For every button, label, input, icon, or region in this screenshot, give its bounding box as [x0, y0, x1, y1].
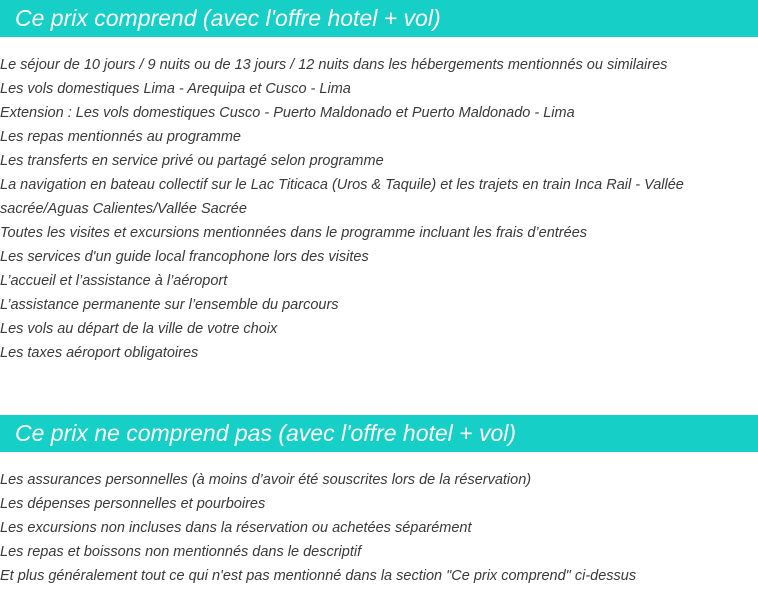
included-item: Toutes les visites et excursions mentionnées dans le programme incluant les frais d’entrées [0, 225, 588, 241]
included-item: La navigation en bateau collectif sur le Lac Titicaca (Uros & Taquile) et les trajets en train Inca Rail - Vallée sacrée/Aguas Calientes/Vallée Sacrée [0, 177, 684, 217]
included-item: Les transferts en service privé ou partagé selon programme [0, 153, 384, 169]
excluded-item: Les assurances personnelles (à moins d’avoir été souscrites lors de la réservation) [0, 472, 532, 488]
included-item: Les taxes aéroport obligatoires [0, 345, 199, 361]
excluded-item: Les repas et boissons non mentionnés dans le descriptif [0, 544, 362, 560]
excluded-section-title: Ce prix ne comprend pas (avec l'offre hotel + vol) [0, 415, 758, 452]
included-item: Les vols au départ de la ville de votre choix [0, 321, 278, 337]
excluded-item: Les dépenses personnelles et pourboires [0, 496, 266, 512]
excluded-item: Les excursions non incluses dans la réservation ou achetées séparément [0, 520, 472, 536]
excluded-item: Et plus généralement tout ce qui n'est pas mentionné dans la section "Ce prix comprend" ci-dessus [0, 568, 637, 584]
included-list [0, 53, 758, 365]
included-item: Extension : Les vols domestiques Cusco - Puerto Maldonado et Puerto Maldonado - Lima [0, 105, 575, 121]
included-item: Les repas mentionnés au programme [0, 129, 241, 145]
included-item: L’accueil et l’assistance à l’aéroport [0, 273, 228, 289]
included-section-title: Ce prix comprend (avec l'offre hotel + vol) [0, 0, 758, 37]
included-item: Les services d'un guide local francophone lors des visites [0, 249, 369, 265]
included-item: L’assistance permanente sur l’ensemble du parcours [0, 297, 339, 313]
included-item: Le séjour de 10 jours / 9 nuits ou de 13 jours / 12 nuits dans les hébergements mentionnés ou similaires [0, 57, 668, 73]
included-item: Les vols domestiques Lima - Arequipa et Cusco - Lima [0, 81, 351, 97]
excluded-list [0, 468, 758, 588]
